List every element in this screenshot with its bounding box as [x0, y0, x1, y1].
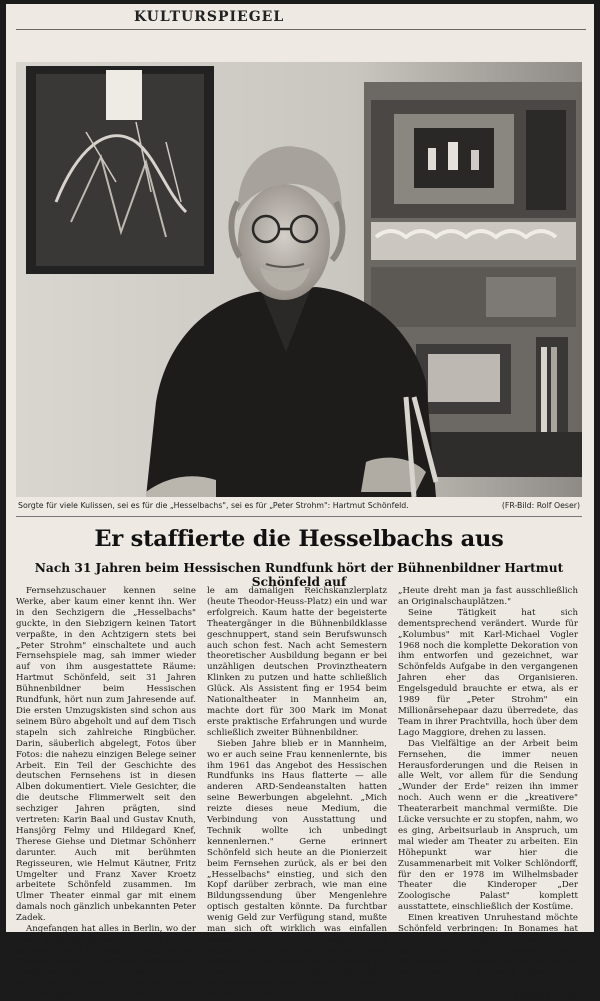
photo-credit: (FR-Bild: Rolf Oeser) [501, 501, 580, 510]
framed-artwork [26, 66, 214, 274]
headline: Er staffierte die Hesselbachs aus [94, 526, 504, 552]
author-byline: FRAUKE HASS [513, 990, 578, 1001]
portrait-photo [16, 62, 582, 497]
article-column-2 [207, 586, 387, 1000]
paragraph: Einen kreativen Unruhestand möchte Schönfeld verbringen: In Bonames hat er ein Atelier eingerichtet, wo er sich ganz dem Malen widmen will. Interessante Angebote will er hie und da annehmen: „Ich bin nach allen Seiten offen." [398, 913, 578, 989]
subheadline: Nach 31 Jahren beim Hessischen Rundfunk hört der Bühnenbildner Hartmut Schönfeld auf [34, 561, 564, 589]
paragraph: Angefangen hat alles in Berlin, wo der heute 61jährige geboren ist. Weil ihn die anspruchsvolle Dahlemer Schule, an der Zwanzigjährige Gartenbauarchitektur studieren wollte, nicht aufnahm, reichte er auf den Rat einer Freundin hin einige Zeichnungen bei der Meisterschu- [16, 924, 196, 1000]
caption-text: Sorgte für viele Kulissen, sei es für die „Hesselbachs", sei es für „Peter Strohm": Hartmut Schönfeld. [18, 501, 409, 510]
paragraph: „Heute dreht man ja fast ausschließlich an Originalschauplätzen." [398, 586, 578, 607]
paragraph: le am damaligen Reichskanzlerplatz (heute Theodor-Heuss-Platz) ein und war erfolgreich. Kaum hatte der begeisterte Theatergänger in die Bühnenbildklasse geschnuppert, stand sein Berufswunsch auch schon fest. Nach acht Semestern theoretischer Ausbildung begann er bei unzähligen deutschen Provinztheatern Klinken zu putzen und hatte schließlich Glück. Als Assistent fing er 1954 beim Nationaltheater in Mannheim an, machte dort für 300 Mark im Monat erste praktische Erfahrungen und wurde schließlich zweiter Bühnenbildner. [207, 586, 387, 738]
paragraph: Fernsehzuschauer kennen seine Werke, aber kaum einer kennt ihn. Wer in den Sechzigern die „Hesselbachs" guckte, in den Siebzigern keinen Tatort verpaßte, in den Achtzigern stets bei „Peter Strohm" einschaltete und auch Fernsehspiele mag, sah immer wieder auf von ihm ausgestattete Räume: Hartmut Schönfeld, seit 31 Jahren Bühnenbildner beim Hessischen Rundfunk, hört nun zum Jahresende auf. Die ersten Umzugskisten sind schon aus seinem Büro abgeholt und auf dem Tisch stapeln sich zahlreiche Ringbücher. Darin, säuberlich abgelegt, Fotos über Fotos: die nahezu einzigen Belege seiner Arbeit. Ein Teil der Geschichte des deutschen Fernsehens ist in diesen Alben dokumentiert. Viele Gesichter, die die deutsche Flimmerwelt seit den sechziger Jahren prägten, sind vertreten: Karin Baal und Gustav Knuth, Hansjörg Felmy und Hildegard Knef, Therese Giehse und Dietmar Schönherr darunter. Auch mit berühmten Regisseuren, wie Helmut Käutner, Fritz Umgelter und Franz Xaver Kroetz arbeitete Schönfeld zusammen. Im Ulmer Theater einmal gar mit einem damals noch gänzlich unbekannten Peter Zadek. [16, 586, 196, 924]
article-photo [16, 62, 582, 497]
section-title: KULTURSPIEGEL [134, 9, 285, 25]
paragraph: Sieben Jahre blieb er in Mannheim, wo er auch seine Frau kennenlernte, bis ihm 1961 das Angebot des Hessischen Rundfunks ins Haus flatterte — alle anderen ARD-Sendeanstalten hatten seine Bewerbungen abgelehnt. „Mich reizte dieses neue Medium, die Verbindung von Ausstattung und Technik wollte ich unbedingt kennenlernen." Gerne erinnert Schönfeld sich heute an die Pionierzeit beim Fernsehen zurück, als er bei den „Hesselbachs" einstieg, und sich den Kopf darüber zerbrach, wie man eine Bildungssendung über Mengenlehre optisch gestalten könnte. Da furchtbar wenig Geld zur Verfügung stand, mußte man sich oft wirklich was einfallen lassen." Die „fetten Jahre" begannen erst Anfang der Siebziger. Schmunzelnd erinnert er sich daran, wie er damals für einen Tatort noch die vollständige Empfangshalle einer Bank im Studio nachbauen durfte. [207, 738, 387, 1000]
photo-caption [18, 501, 584, 515]
paragraph: Seine Tätigkeit hat sich dementsprechend verändert. Wurde für „Kolumbus" mit Karl-Michael Vogler 1968 noch die komplette Dekoration von ihm entworfen und gezeichnet, war Schönfelds Aufgabe in den vergangenen Jahren eher das Organisieren. Engelsgeduld brauchte er etwa, als er 1989 für „Peter Strohm" ein Millionärsehepaar dazu überredete, das Team in ihrer Prachtvilla, hoch über dem Lago Maggiore, drehen zu lassen. [398, 607, 578, 738]
section-rubric [16, 7, 586, 30]
article-column-1 [16, 586, 196, 1000]
divider [16, 516, 582, 517]
newspaper-clipping [6, 4, 594, 1001]
paragraph: Das Vielfältige an der Arbeit beim Fernsehen, die immer neuen Herausforderungen und die Reisen in alle Welt, vor allem für die Sendung „Wunder der Erde" reizen ihn immer noch. Auch wenn er die „kreativere" Theaterarbeit manchmal vermißte. Die Lücke versuchte er zu stopfen, nahm, wo es ging, Arbeitsurlaub in Anspruch, um mal wieder am Theater zu arbeiten. Ein Höhepunkt war hier die Zusammenarbeit mit Volker Schlöndorff, für den er 1978 im Wilhelmsbader Theater die Kinderoper „Der Zoologische Palast" komplett ausstattete, einschließlich der Kostüme. [398, 738, 578, 913]
article-column-3 [398, 586, 578, 1001]
